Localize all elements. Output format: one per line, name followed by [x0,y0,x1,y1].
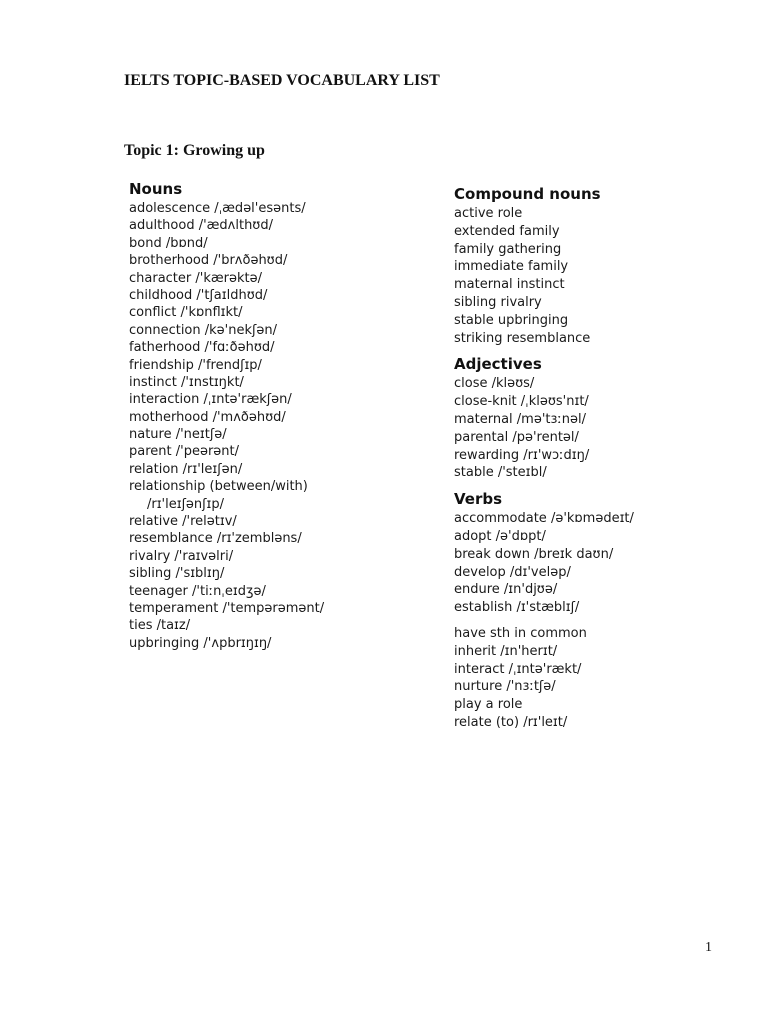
adjective-item: maternal /mə'tɜːnəl/ [454,411,587,427]
compound-noun-item: family gathering [454,241,562,257]
page-number: 1 [705,940,712,955]
compound-noun-item: immediate family [454,259,569,275]
noun-item: interaction /ˌɪntə'rækʃən/ [129,392,292,408]
verb-item: have sth in common [454,625,587,641]
noun-item: bond /bɒnd/ [129,235,208,251]
adjective-item: close-knit /ˌkləʊs'nɪt/ [454,394,589,410]
adjectives-list [454,375,754,482]
noun-item: resemblance /rɪ'zembləns/ [129,531,302,547]
verb-item: relate (to) /rɪ'leɪt/ [454,714,568,730]
compound-noun-item: extended family [454,223,560,239]
nouns-heading: Nouns [129,180,183,198]
adjective-item: rewarding /rɪ'wɔːdɪŋ/ [454,447,590,463]
noun-item: parent /'peərənt/ [129,444,240,460]
noun-item: character /'kærəktə/ [129,270,262,286]
verb-item: endure /ɪn'djʊə/ [454,582,558,598]
noun-item: sibling /'sɪblɪŋ/ [129,566,225,582]
verbs-list-gap [454,617,754,625]
adjective-item: stable /'steɪbl/ [454,465,547,481]
verbs-list [454,510,754,617]
noun-item: rivalry /'raɪvəlri/ [129,548,234,564]
compound-noun-item: maternal instinct [454,277,565,293]
verb-item: accommodate /ə'kɒmədeɪt/ [454,511,634,527]
nouns-list [129,200,439,652]
noun-item: relative /'relətɪv/ [129,514,237,530]
noun-item: temperament /'tempərəmənt/ [129,600,325,616]
noun-item: motherhood /'mʌðəhʊd/ [129,409,286,425]
verb-item: develop /dɪ'veləp/ [454,564,571,580]
noun-item: relationship (between/with) [129,479,308,495]
noun-item: relation /rɪ'leɪʃən/ [129,461,243,477]
noun-item: nature /'neɪtʃə/ [129,427,227,443]
noun-item: connection /kə'nekʃən/ [129,322,277,338]
noun-item: fatherhood /'fɑːðəhʊd/ [129,340,275,356]
compound-nouns-heading: Compound nouns [454,185,601,203]
verb-item: play a role [454,697,523,713]
right-column [454,183,754,732]
nouns-column [129,178,439,652]
noun-item: adolescence /ˌædəl'esənts/ [129,201,306,216]
verb-item: inherit /ɪn'herɪt/ [454,643,558,659]
noun-item: childhood /'tʃaɪldhʊd/ [129,287,268,303]
noun-item: ties /taɪz/ [129,618,191,634]
noun-item-pronunciation: /rɪ'leɪʃənʃɪp/ [147,496,225,512]
adjectives-heading: Adjectives [454,355,542,374]
noun-item: friendship /'frendʃɪp/ [129,357,262,373]
compound-noun-item: active role [454,206,523,221]
noun-item: upbringing /'ʌpbrɪŋɪŋ/ [129,635,272,651]
noun-item: adulthood /'ædʌlthʊd/ [129,218,273,234]
compound-noun-item: stable upbringing [454,312,569,328]
verb-item: adopt /ə'dɒpt/ [454,528,546,544]
noun-item: instinct /'ɪnstɪŋkt/ [129,374,244,390]
verb-item: break down /breɪk daʊn/ [454,546,614,562]
verbs-list-continued [454,625,754,732]
page-title: IELTS TOPIC-BASED VOCABULARY LIST [124,72,440,89]
verb-item: interact /ˌɪntə'rækt/ [454,661,582,677]
verbs-heading: Verbs [454,490,503,509]
compound-noun-item: striking resemblance [454,330,591,346]
adjective-item: parental /pə'rentəl/ [454,429,579,445]
verb-item: nurture /'nɜːtʃə/ [454,679,556,695]
noun-item: conflict /'kɒnflɪkt/ [129,305,243,321]
noun-item: brotherhood /'brʌðəhʊd/ [129,253,288,269]
noun-item: teenager /'tiːnˌeɪdʒə/ [129,583,266,599]
compound-noun-item: sibling rivalry [454,294,542,310]
adjective-item: close /kləʊs/ [454,376,535,392]
compound-nouns-list [454,205,754,347]
topic-title: Topic 1: Growing up [124,142,265,159]
verb-item: establish /ɪ'stæblɪʃ/ [454,600,580,616]
